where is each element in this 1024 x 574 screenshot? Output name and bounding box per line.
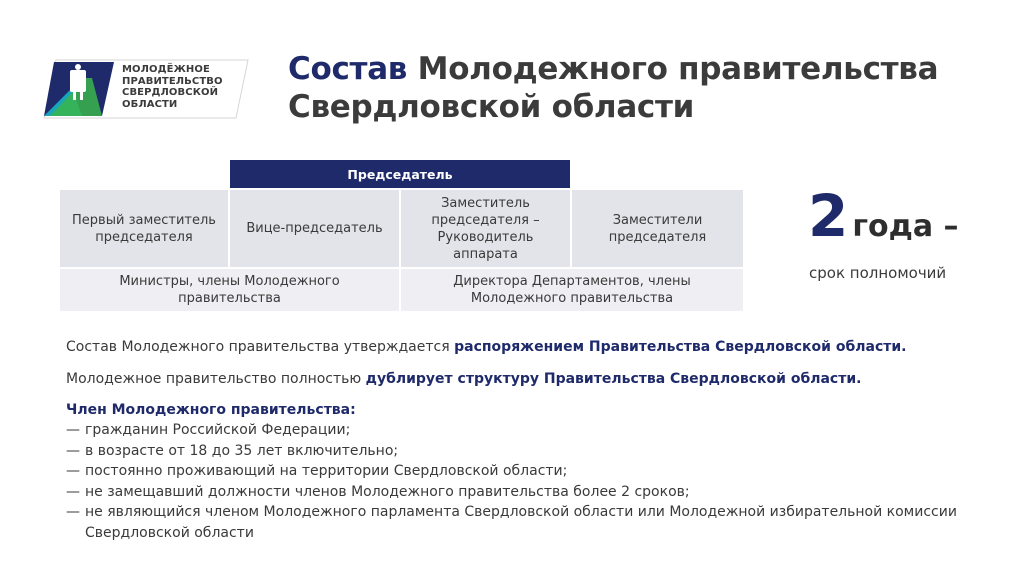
title-line2: Свердловской области xyxy=(288,89,695,125)
title-accent: Состав xyxy=(288,51,408,87)
paragraph xyxy=(66,371,861,387)
member-title: Член Молодежного правительства: xyxy=(66,402,356,418)
deputies-row xyxy=(60,190,743,267)
list-item-text: постоянно проживающий на территории Свердловской области; xyxy=(85,463,568,479)
list-item-text: не замещавший должности членов Молодежного правительства более 2 сроков; xyxy=(85,483,690,500)
list-item-text: не являющийся членом Молодежного парламента Свердловской области или Молодежной избирательной комиссии Свердловской области xyxy=(85,504,957,541)
term-caption: срок полномочий xyxy=(809,264,947,282)
paragraph-emphasis: дублирует структуру Правительства Свердловской области. xyxy=(365,371,862,387)
paragraph-text: Молодежное правительство полностью xyxy=(66,371,366,387)
title-rest: Молодежного правительства xyxy=(417,51,939,87)
dash-marker: — xyxy=(66,422,80,438)
dash-marker: — xyxy=(66,442,80,459)
paragraph-text: Состав Молодежного правительства утверждается xyxy=(66,339,455,355)
member-requirements-list xyxy=(66,420,981,543)
logo-text xyxy=(122,64,223,110)
list-item xyxy=(66,461,981,482)
deputy-head-of-staff-cell: Заместитель председателя – Руководитель аппарата xyxy=(401,190,572,267)
term-word: года – xyxy=(852,209,959,244)
paragraph-emphasis: распоряжением Правительства Свердловской области. xyxy=(454,339,907,355)
logo-line: МОЛОДЁЖНОЕ xyxy=(122,64,210,75)
list-item xyxy=(66,482,981,503)
term-number: 2 xyxy=(808,182,847,250)
ministers-cell: Министры, члены Молодежного правительства xyxy=(60,269,401,311)
term-heading xyxy=(808,182,959,250)
list-item-text: гражданин Российской Федерации; xyxy=(85,422,351,438)
first-deputy-cell: Первый заместитель председателя xyxy=(60,190,230,267)
dash-marker: — xyxy=(66,483,80,500)
vice-chair-cell: Вице-председатель xyxy=(230,190,401,267)
logo-line: СВЕРДЛОВСКОЙ xyxy=(122,87,219,98)
chair-cell: Председатель xyxy=(230,160,570,188)
dash-marker: — xyxy=(66,463,80,479)
members-row xyxy=(60,269,743,311)
logo-line: ОБЛАСТИ xyxy=(122,98,178,110)
list-item xyxy=(66,420,981,441)
paragraph xyxy=(66,339,907,355)
directors-cell: Директора Департаментов, члены Молодежного правительства xyxy=(401,269,743,311)
logo-line: ПРАВИТЕЛЬСТВО xyxy=(122,75,223,87)
list-item xyxy=(66,502,981,543)
list-item-text: в возрасте от 18 до 35 лет включительно; xyxy=(85,442,399,459)
list-item xyxy=(66,441,981,462)
dash-marker: — xyxy=(66,504,80,520)
deputies-cell: Заместители председателя xyxy=(572,190,743,267)
page-title xyxy=(288,50,938,126)
